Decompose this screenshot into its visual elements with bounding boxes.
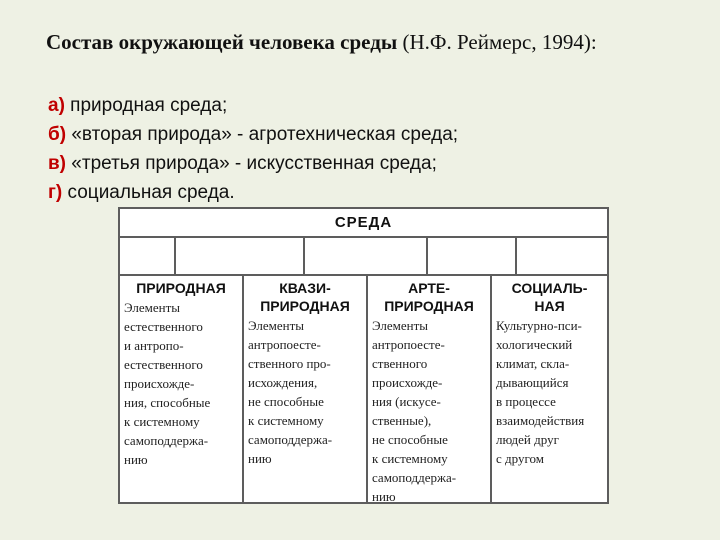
- scheme-header: СРЕДА: [120, 209, 607, 238]
- environment-list: [48, 91, 668, 207]
- scheme-columns: [120, 276, 607, 502]
- connector-row: [120, 238, 607, 276]
- column-title: КВАЗИ- ПРИРОДНАЯ: [260, 280, 350, 314]
- list-item: [48, 178, 668, 207]
- list-marker: а): [48, 95, 65, 116]
- list-text: «третья природа» - искусственная среда;: [66, 153, 437, 174]
- list-item: [48, 91, 668, 120]
- list-item: [48, 120, 668, 149]
- column-text: Элементы антропоесте- ственного происхожде- ния (искусе- ственные), не способные к системному самоподдержа- нию: [372, 318, 457, 504]
- list-text: социальная среда.: [62, 182, 235, 203]
- environment-scheme: [118, 207, 609, 504]
- list-text: природная среда;: [64, 95, 228, 116]
- column-text: Элементы антропоесте- ственного про- исхождения, не способные к системному самоподдержа- нию: [248, 318, 333, 466]
- title-citation: (Н.Ф. Реймерс, 1994):: [397, 30, 597, 54]
- column-title: ПРИРОДНАЯ: [136, 280, 226, 296]
- column-text: Элементы естественного и антропо- естественного происхожде- ния, способные к системному самоподдержа- нию: [124, 300, 211, 467]
- list-text: «вторая природа» - агротехническая среда;: [66, 124, 459, 145]
- column-text: Культурно-пси- хологический климат, скла- дывающийся в процессе взаимодействия людей друг с другом: [496, 318, 585, 466]
- connector-line: [426, 238, 428, 274]
- list-item: [48, 149, 668, 178]
- column-natural: [120, 276, 244, 502]
- connector-line: [303, 238, 305, 274]
- title-bold-text: Состав окружающей человека среды: [46, 30, 398, 54]
- connector-line: [174, 238, 176, 274]
- column-quasi-natural: [244, 276, 368, 502]
- column-title: СОЦИАЛЬ- НАЯ: [511, 280, 588, 314]
- column-arte-natural: [368, 276, 492, 502]
- list-marker: г): [48, 182, 63, 203]
- slide-title: [46, 29, 696, 55]
- column-title: АРТЕ- ПРИРОДНАЯ: [384, 280, 474, 314]
- list-marker: в): [48, 153, 67, 174]
- connector-line: [515, 238, 517, 274]
- list-marker: б): [48, 124, 67, 145]
- column-social: [492, 276, 607, 502]
